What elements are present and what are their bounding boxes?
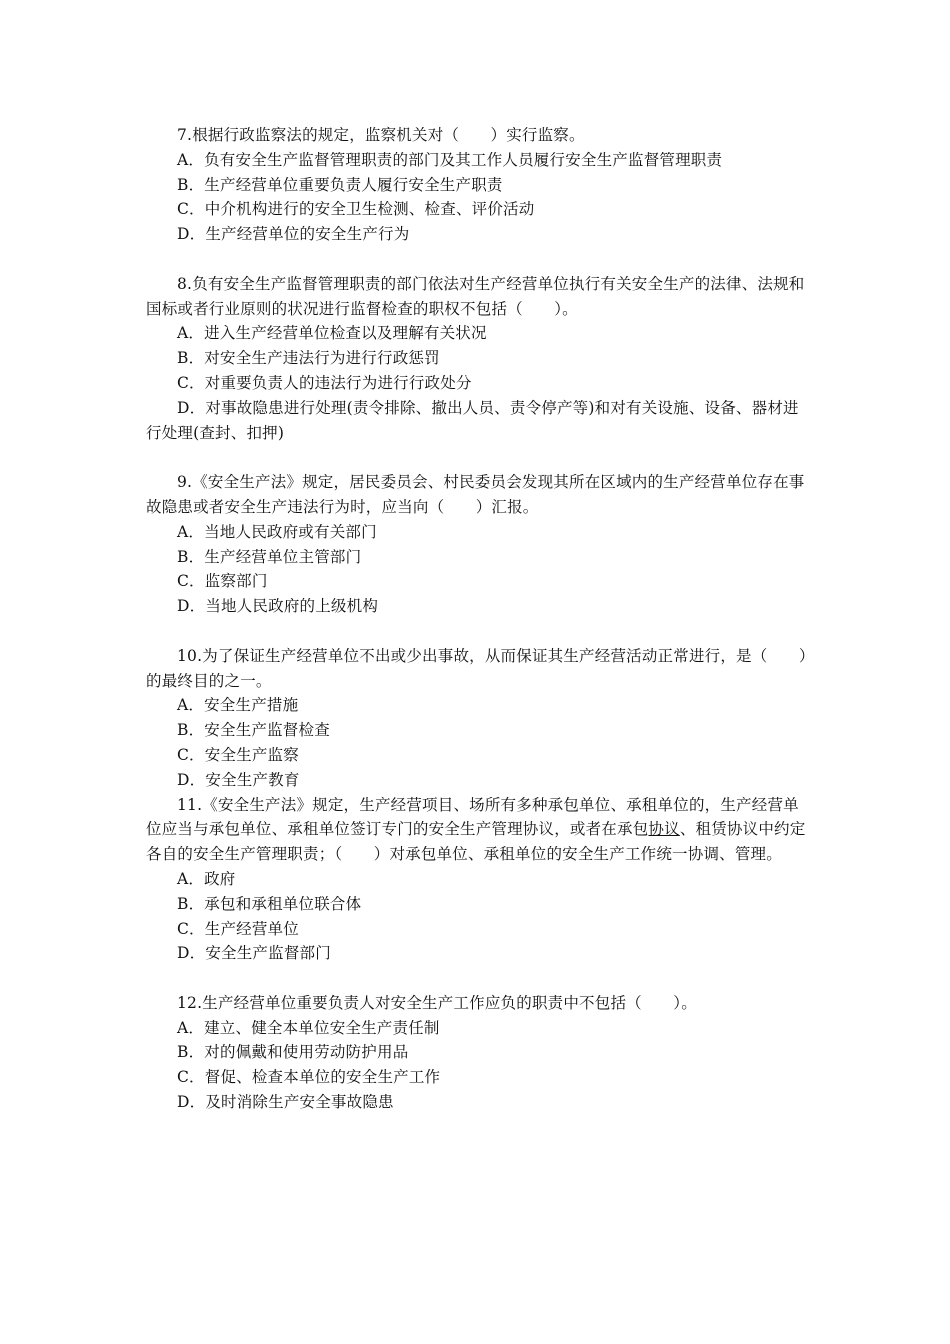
option-b: B．生产经营单位主管部门 [177,547,362,566]
underlined-term: 协议 [648,820,680,839]
question-stem: 7.根据行政监察法的规定，监察机关对（ ）实行监察。 [177,126,585,144]
option-a: A．当地人民政府或有关部门 [177,522,377,541]
question-stem: 9.《安全生产法》规定，居民委员会、村民委员会发现其所在区域内的生产经营单位存在事故隐患或者安全生产违法行为时，应当向（ ）汇报。 [146,473,805,516]
option-d: D．生产经营单位的安全生产行为 [177,225,410,244]
question-10 [146,644,808,793]
option-d: D．安全生产教育 [177,770,300,789]
option-c: C．监察部门 [177,572,268,591]
question-stem: 12.生产经营单位重要负责人对安全生产工作应负的职责中不包括（ ）。 [177,993,697,1012]
option-a: A．负有安全生产监督管理职责的部门及其工作人员履行安全生产监督管理职责 [177,150,723,169]
option-c: C．督促、检查本单位的安全生产工作 [177,1068,441,1087]
option-c: C．中介机构进行的安全卫生检测、检查、评价活动 [177,200,535,219]
question-stem: 10.为了保证生产经营单位不出或少出事故，从而保证其生产经营活动正常进行，是（ ）的最终目的之一。 [146,646,807,690]
option-a: A．进入生产经营单位检查以及理解有关状况 [177,324,487,343]
option-b: B．安全生产监督检查 [177,721,330,740]
option-b: B．承包和承租单位联合体 [177,894,362,913]
option-a: A．安全生产措施 [177,696,299,715]
option-a: A．建立、健全本单位安全生产责任制 [177,1018,440,1037]
option-c: C．对重要负责人的违法行为进行行政处分 [177,373,472,392]
option-d: D．安全生产监督部门 [177,944,331,963]
question-12 [146,991,808,1115]
question-11 [146,793,808,967]
option-d: D．当地人民政府的上级机构 [177,597,379,616]
question-7 [146,123,808,247]
question-9 [146,470,808,619]
question-8 [146,272,808,446]
question-stem [146,793,808,867]
stem-text-after: 、租赁协议中约定各自的安全生产管理职责；（ ）对承包单位、承租单位的安全生产工作统一协调、管理。 [146,820,806,864]
stem-text-before: 11.《安全生产法》规定，生产经营项目、场所有多种承包单位、承租单位的，生产经营单位应当与承包单位、承租单位签订专门的安全生产管理协议，或者在承包 [146,795,799,839]
option-c: C．安全生产监察 [177,745,299,764]
option-d: D．对事故隐患进行处理(责令排除、撤出人员、责令停产等)和对有关设施、设备、器材进行处理(查封、扣押) [146,398,799,442]
question-stem: 8.负有安全生产监督管理职责的部门依法对生产经营单位执行有关安全生产的法律、法规和国标或者行业原则的状况进行监督检查的职权不包括（ ）。 [146,274,805,318]
option-c: C．生产经营单位 [177,919,299,938]
document-page [146,123,808,1115]
option-a: A．政府 [177,869,236,888]
option-b: B．对的佩戴和使用劳动防护用品 [177,1043,409,1062]
option-d: D．及时消除生产安全事故隐患 [177,1093,394,1112]
option-b: B．对安全生产违法行为进行行政惩罚 [177,349,440,368]
option-b: B．生产经营单位重要负责人履行安全生产职责 [177,175,503,194]
